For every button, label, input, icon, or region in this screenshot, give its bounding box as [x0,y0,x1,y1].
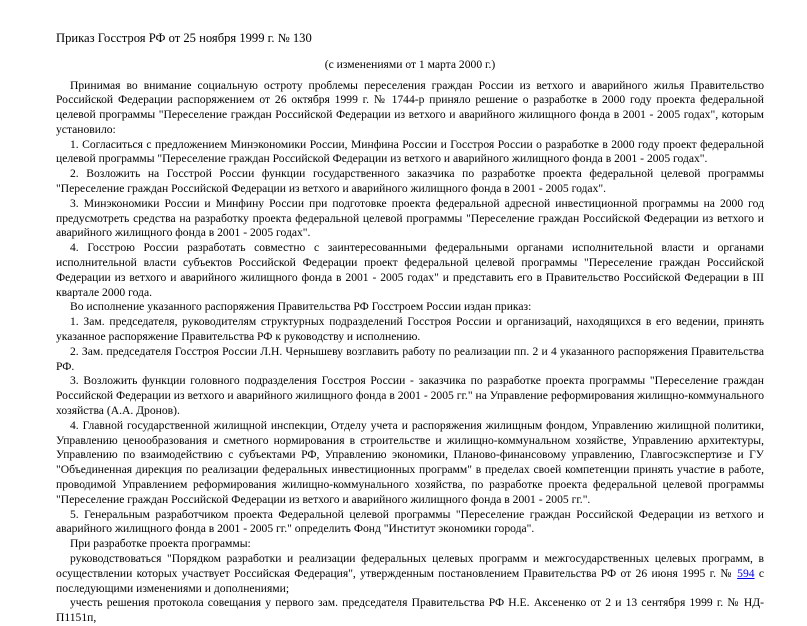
paragraph-order-intro: Во исполнение указанного распоряжения Правительства РФ Госстроем России издан приказ: [70,300,532,314]
guide-text-after-link: с последующими изменениями и дополнениями; [56,566,764,595]
paragraph-item-3: 3. Минэкономики России и Минфину России при подготовке проекта федеральной адресной инвестиционной программы на 2000 год предусмотреть средства на разработку проекта федеральной целевой программы "Переселение граждан Российской Федерации из ветхого и аварийного жилищного фонда в 2001 - 2005 годах". [56,196,764,240]
paragraph-order-4: 4. Главной государственной жилищной инспекции, Отделу учета и распоряжения жилищным фондом, Управлению жилищной политики, Управлению ценообразования и сметного нормирования в строительстве и жилищно-коммунальном хозяйстве, Управлению архитектуры, Управлению по взаимодействию с субъектами РФ, Управлению экономики, Планово-финансовому управлению, Главгосэкспертизе и ГУ "Объединенная дирекция по реализации федеральных инвестиционных программ" в пределах своей компетенции принять участие в работе, проводимой Управлением реформирования жилищно-коммунального хозяйства, по разработке проекта федеральной целевой программы "Переселение граждан Российской Федерации из ветхого и аварийного жилищного фонда в 2001 - 2005 гг.". [56,418,764,506]
paragraph-order-5: 5. Генеральным разработчиком проекта Федеральной целевой программы "Переселение граждан Российской Федерации из ветхого и аварийного жилищного фонда в 2001 - 2005 гг." определить Фонд "Институт экономики города". [56,507,764,536]
paragraph-order-1: 1. Зам. председателя, руководителям структурных подразделений Госстроя России и организаций, находящихся в его ведении, принять указанное распоряжение Правительства РФ к руководству и исполнению. [56,315,764,344]
document-body [56,79,764,626]
paragraph-item-4: 4. Госстрою России разработать совместно с заинтересованными федеральными органами исполнительной власти и органами исполнительной власти субъектов Российской Федерации проект федеральной целевой программы "Переселение граждан Российской Федерации из ветхого и аварийного жилищного фонда в 2001 - 2005 годах" и представить его в Правительство Российской Федерации в III квартале 2000 года. [56,241,764,299]
document-title: Приказ Госстроя РФ от 25 ноября 1999 г. № 130 [56,31,312,45]
paragraph-protocol: учесть решения протокола совещания у первого зам. председателя Правительства РФ Н.Е. Аксененко от 2 и 13 сентября 1999 г. № НД-П1151п, [56,596,764,625]
document-amendment-note: (с изменениями от 1 марта 2000 г.) [324,58,496,71]
paragraph-guide [56,552,764,596]
paragraph-order-3: 3. Возложить функции головного подразделения Госстроя России - заказчика по разработке проекта программы "Переселение граждан Российской Федерации из ветхого и аварийного жилищного фонда в 2001 - 2005 гг." на Управление реформирования жилищно-коммунального хозяйства (А.А. Дронов). [56,374,764,418]
paragraph-preamble: Принимая во внимание социальную остроту проблемы переселения граждан России из ветхого и аварийного жилья Правительство Российской Федерации распоряжением от 26 октября 1999 г. № 1744-р приняло решение о разработке в 2000 году проекта федеральной целевой программы "Переселение граждан Российской Федерации из ветхого и аварийного жилищного фонда в 2001 - 2005 годах", которым установило: [56,78,764,136]
paragraph-order-2: 2. Зам. председателя Госстроя России Л.Н. Чернышеву возглавить работу по реализации пп. 2 и 4 указанного распоряжения Правительства РФ. [56,344,764,373]
paragraph-program-intro: При разработке проекта программы: [70,537,251,551]
paragraph-item-2: 2. Возложить на Госстрой России функции государственного заказчика по разработке проекта федеральной целевой программы "Переселение граждан Российской Федерации из ветхого и аварийного жилищного фонда в 2001 - 2005 годах". [56,167,764,196]
resolution-594-link[interactable]: 594 [737,566,755,580]
guide-text-before-link: руководствоваться "Порядком разработки и реализации федеральных целевых программ и межгосударственных целевых программ, в осуществлении которых участвует Российская Федерация", утвержденным постановлением Правительства РФ от 26 июня 1995 г. № [56,552,764,580]
paragraph-item-1: 1. Согласиться с предложением Минэкономики России, Минфина России и Госстроя России о разработке в 2000 году проект федеральной целевой программы "Переселение граждан Российской Федерации из ветхого и аварийного жилищного фонда в 2001 - 2005 годах". [56,137,764,166]
